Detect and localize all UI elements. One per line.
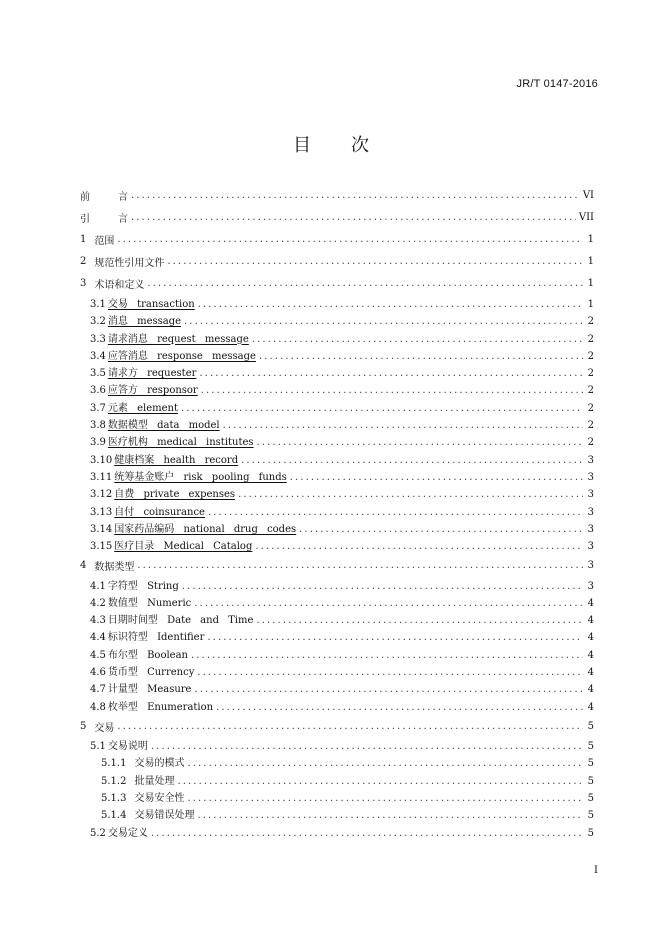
toc-entry-number: 3.1 — [90, 298, 106, 310]
toc-dot-leader — [151, 828, 583, 839]
toc-entry-title: 批量处理 — [134, 775, 175, 787]
toc-entry[interactable] — [80, 737, 594, 754]
toc-entry-page: 4 — [587, 597, 594, 609]
toc-dot-leader — [216, 702, 583, 713]
toc-entry-number: 3.9 — [90, 437, 106, 449]
toc-entry[interactable] — [80, 806, 594, 823]
toc-entry-number: 3.13 — [90, 506, 113, 518]
toc-dot-leader — [238, 489, 583, 500]
toc-entry-page: 1 — [587, 278, 594, 290]
toc-entry[interactable] — [80, 577, 594, 594]
toc-entry-title: 元素 element — [107, 402, 178, 414]
toc-entry-title: 自付 coinsurance — [114, 506, 205, 518]
toc-entry-title: 计量型 Measure — [107, 684, 192, 696]
toc-title-char-1: 目 — [293, 135, 311, 156]
toc-entry-page: 3 — [587, 506, 594, 518]
toc-dot-leader — [194, 598, 583, 609]
toc-dot-leader — [259, 351, 583, 362]
toc-entry-page: 5 — [587, 720, 594, 732]
toc-dot-leader — [256, 615, 583, 626]
toc-dot-leader — [147, 278, 583, 289]
toc-entry[interactable] — [80, 663, 594, 680]
toc-entry[interactable] — [80, 520, 594, 537]
toc-entry[interactable] — [80, 451, 594, 468]
toc-entry-number: 4.2 — [90, 597, 106, 609]
toc-entry[interactable] — [80, 646, 594, 663]
toc-entry-number: 3.10 — [90, 454, 113, 466]
toc-entry[interactable] — [80, 503, 594, 520]
toc-dot-leader — [223, 420, 583, 431]
toc-dot-leader — [207, 632, 583, 643]
toc-entry[interactable] — [80, 364, 594, 381]
toc-entry-number: 4.5 — [90, 649, 106, 661]
toc-dot-leader — [191, 650, 583, 661]
toc-entry[interactable] — [80, 594, 594, 611]
toc-entry-title: 交易安全性 — [134, 793, 185, 805]
toc-entry-page: 3 — [587, 454, 594, 466]
toc-entry[interactable] — [80, 468, 594, 485]
toc-entry-title: 国家药品编码 national drug codes — [114, 523, 297, 535]
toc-entry-number: 2 — [80, 256, 87, 268]
toc-entry-title: 规范性引用文件 — [94, 258, 165, 270]
toc-dot-leader — [117, 234, 583, 245]
toc-title-char-2: 次 — [351, 135, 369, 156]
toc-entry-page: 2 — [587, 385, 594, 397]
page-number: I — [594, 865, 598, 876]
toc-entry-page: 4 — [587, 632, 594, 644]
toc-entry-page: 3 — [587, 471, 594, 483]
toc-entry-number: 4.1 — [90, 580, 106, 592]
toc-entry[interactable] — [80, 680, 594, 697]
toc-entry-title: 交易定义 — [107, 827, 148, 839]
toc-entry-title: 数值型 Numeric — [107, 597, 192, 609]
toc-entry[interactable] — [80, 184, 594, 206]
toc-entry-title: 应答消息 response message — [107, 350, 256, 362]
toc-dot-leader — [184, 316, 583, 327]
toc-entry[interactable] — [80, 347, 594, 364]
toc-entry[interactable] — [80, 789, 594, 806]
toc-entry-number: 3.3 — [90, 333, 106, 345]
toc-dot-leader — [257, 437, 583, 448]
toc-dot-leader — [117, 721, 583, 732]
toc-entry-number: 4.3 — [90, 615, 106, 627]
toc-entry-page: 2 — [587, 437, 594, 449]
toc-entry-page: 5 — [587, 775, 594, 787]
toc-dot-leader — [167, 256, 583, 267]
toc-entry-number: 5.1 — [90, 741, 106, 753]
toc-entry-title: 交易 transaction — [107, 298, 195, 310]
toc-dot-leader — [198, 299, 583, 310]
toc-entry[interactable] — [80, 206, 594, 228]
toc-dot-leader — [181, 403, 583, 414]
toc-entry[interactable] — [80, 433, 594, 450]
toc-entry-page: 4 — [587, 667, 594, 679]
toc-entry[interactable] — [80, 754, 594, 771]
toc-dot-leader — [290, 472, 583, 483]
toc-entry-number: 5.2 — [90, 827, 106, 839]
toc-entry-title: 应答方 responsor — [107, 385, 198, 397]
toc-entry-number: 前 — [80, 191, 110, 203]
toc-dot-leader — [199, 368, 583, 379]
toc-entry-title: 统筹基金账户 risk pooling funds — [114, 471, 287, 483]
toc-entry-page: 5 — [587, 741, 594, 753]
toc-entry-title: 言 — [118, 213, 128, 225]
toc-entry-title: 枚举型 Enumeration — [107, 701, 214, 713]
toc-entry-number: 3.14 — [90, 523, 113, 535]
toc-entry-page: 2 — [587, 402, 594, 414]
toc-dot-leader — [197, 667, 583, 678]
toc-entry-title: 字符型 String — [107, 580, 179, 592]
toc-entry[interactable] — [80, 554, 594, 576]
toc-entry-title: 货币型 Currency — [107, 667, 195, 679]
toc-entry-page: 1 — [587, 298, 594, 310]
toc-entry-title: 请求消息 request message — [107, 333, 249, 345]
toc-entry-page: 3 — [587, 523, 594, 535]
toc-entry-number: 5.1.2 — [101, 775, 127, 787]
toc-entry-number: 3 — [80, 278, 87, 290]
toc-entry-page: 5 — [587, 810, 594, 822]
toc-entry-number: 3.15 — [90, 541, 113, 553]
toc-entry[interactable] — [80, 381, 594, 398]
toc-entry-title: 范围 — [94, 235, 115, 247]
toc-entry[interactable] — [80, 295, 594, 312]
toc-dot-leader — [151, 741, 583, 752]
toc-entry-page: 2 — [587, 420, 594, 432]
toc-entry-number: 3.5 — [90, 368, 106, 380]
toc-entry-title: 请求方 requester — [107, 368, 197, 380]
toc-title — [0, 131, 662, 157]
toc-dot-leader — [252, 334, 583, 345]
toc-entry-page: 4 — [587, 684, 594, 696]
toc-dot-leader — [201, 385, 583, 396]
toc-entry-title: 医疗目录 Medical Catalog — [114, 541, 253, 553]
toc-entry[interactable] — [80, 312, 594, 329]
toc-entry-number: 3.4 — [90, 350, 106, 362]
toc-entry[interactable] — [80, 485, 594, 502]
toc-entry-number: 5.1.3 — [101, 793, 127, 805]
toc-entry-number: 3.2 — [90, 316, 106, 328]
toc-entry-number: 3.12 — [90, 489, 113, 501]
toc-dot-leader — [187, 758, 583, 769]
toc-entry-page: 2 — [587, 368, 594, 380]
toc-entry-title: 标识符型 Identifier — [107, 632, 205, 644]
toc-entry-title: 自费 private expenses — [114, 489, 236, 501]
toc-entry-page: 2 — [587, 333, 594, 345]
toc-entry-number: 1 — [80, 233, 87, 245]
toc-entry-number: 4.8 — [90, 701, 106, 713]
toc-entry-title: 言 — [118, 191, 128, 203]
toc-entry-page: 4 — [587, 649, 594, 661]
table-of-contents — [80, 184, 594, 841]
toc-entry-number: 3.6 — [90, 385, 106, 397]
toc-entry-page: 2 — [587, 350, 594, 362]
toc-entry[interactable] — [80, 628, 594, 645]
toc-dot-leader — [137, 560, 583, 571]
toc-dot-leader — [131, 212, 576, 223]
toc-dot-leader — [255, 541, 583, 552]
toc-entry-page: 5 — [587, 827, 594, 839]
toc-entry-number: 引 — [80, 213, 110, 225]
toc-entry-page: 5 — [587, 793, 594, 805]
toc-entry[interactable] — [80, 715, 594, 737]
toc-dot-leader — [194, 684, 583, 695]
toc-entry-number: 4 — [80, 559, 87, 571]
toc-entry-title: 交易的模式 — [134, 758, 185, 770]
toc-entry-title: 布尔型 Boolean — [107, 649, 188, 661]
toc-entry[interactable] — [80, 399, 594, 416]
toc-dot-leader — [197, 810, 583, 821]
toc-entry-page: 1 — [587, 233, 594, 245]
toc-entry-page: 3 — [587, 489, 594, 501]
toc-entry-title: 交易错误处理 — [134, 810, 195, 822]
toc-entry[interactable] — [80, 537, 594, 554]
standard-number: JR/T 0147-2016 — [516, 78, 598, 90]
toc-entry-number: 4.6 — [90, 667, 106, 679]
toc-entry[interactable] — [80, 611, 594, 628]
toc-entry-title: 术语和定义 — [94, 280, 145, 292]
toc-entry[interactable] — [80, 772, 594, 789]
toc-entry-number: 5.1.1 — [101, 758, 127, 770]
toc-entry-number: 4.7 — [90, 684, 106, 696]
toc-entry-page: 2 — [587, 316, 594, 328]
toc-entry-page: 3 — [587, 541, 594, 553]
toc-entry-page: 5 — [587, 758, 594, 770]
toc-entry-number: 5 — [80, 720, 87, 732]
toc-entry-page: 3 — [587, 559, 594, 571]
toc-entry-page: 1 — [587, 256, 594, 268]
toc-entry[interactable] — [80, 824, 594, 841]
toc-dot-leader — [131, 190, 580, 201]
toc-entry-page: 4 — [587, 701, 594, 713]
toc-entry-title: 数据模型 data model — [107, 420, 220, 432]
toc-entry-number: 4.4 — [90, 632, 106, 644]
toc-dot-leader — [208, 507, 583, 518]
toc-entry-page: 3 — [587, 580, 594, 592]
toc-entry-number: 5.1.4 — [101, 810, 127, 822]
toc-entry-title: 日期时间型 Date and Time — [107, 615, 254, 627]
toc-entry[interactable] — [80, 416, 594, 433]
toc-dot-leader — [187, 793, 583, 804]
toc-entry-title: 医疗机构 medical institutes — [107, 437, 254, 449]
toc-entry-page: VII — [578, 211, 594, 223]
toc-entry-number: 3.11 — [90, 471, 113, 483]
toc-dot-leader — [177, 776, 583, 787]
toc-entry-title: 健康档案 health record — [114, 454, 239, 466]
toc-dot-leader — [182, 581, 583, 592]
toc-entry[interactable] — [80, 251, 594, 273]
toc-entry-page: 4 — [587, 615, 594, 627]
toc-entry-title: 消息 message — [107, 316, 182, 328]
toc-entry-number: 3.7 — [90, 402, 106, 414]
toc-entry-page: VI — [582, 189, 594, 201]
toc-entry[interactable] — [80, 698, 594, 715]
toc-entry-title: 数据类型 — [94, 561, 135, 573]
toc-entry[interactable] — [80, 228, 594, 250]
toc-entry-title: 交易说明 — [107, 741, 148, 753]
toc-entry[interactable] — [80, 273, 594, 295]
toc-entry-number: 3.8 — [90, 420, 106, 432]
toc-dot-leader — [241, 455, 583, 466]
toc-dot-leader — [299, 524, 583, 535]
toc-entry-title: 交易 — [94, 722, 115, 734]
toc-entry[interactable] — [80, 330, 594, 347]
